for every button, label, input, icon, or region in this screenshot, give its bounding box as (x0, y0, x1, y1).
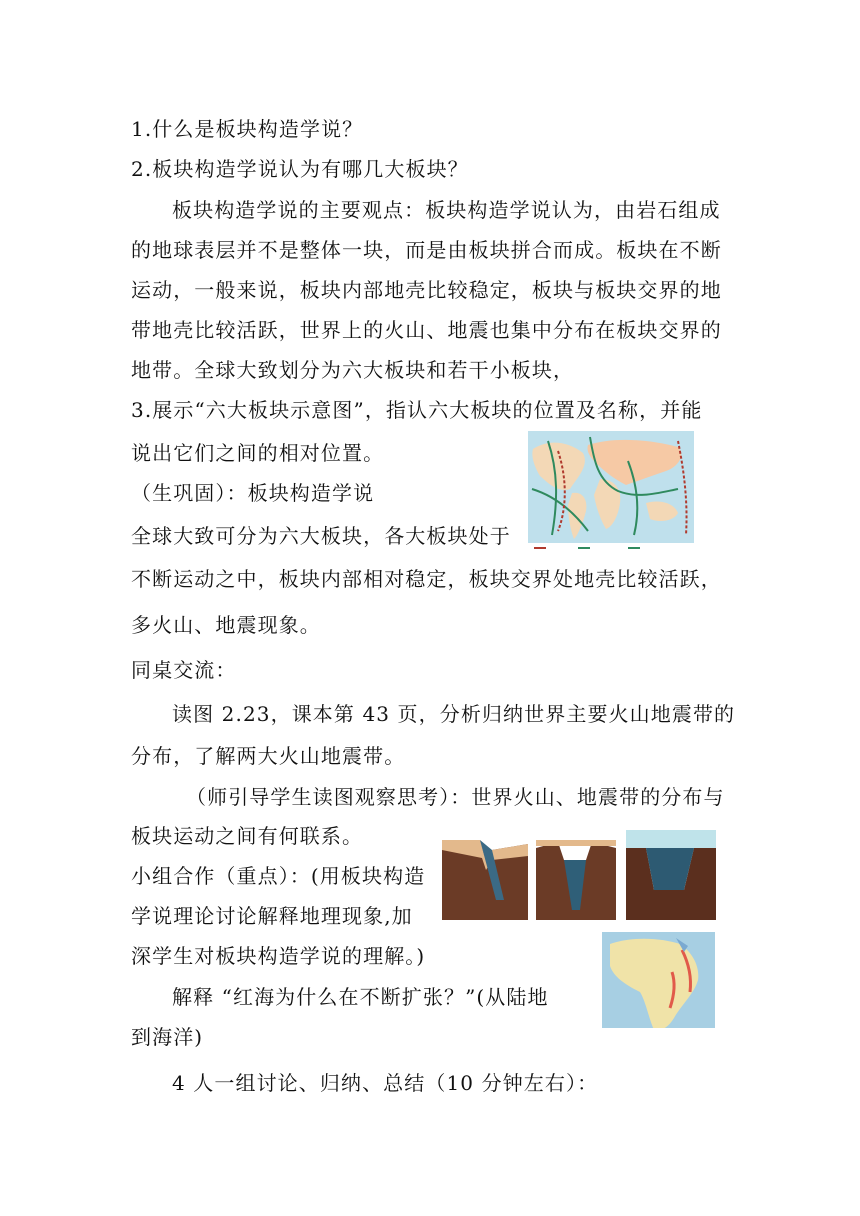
rift-stages-image (440, 830, 716, 920)
paragraph-line: 解释 “红海为什么在不断扩张？”(从陆地 (172, 985, 549, 1009)
paragraph-line: 地带。全球大致划分为六大板块和若干小板块， (131, 358, 575, 382)
paragraph-line: 多火山、地震现象。 (131, 613, 321, 637)
africa-map-image (602, 932, 715, 1038)
paragraph-line: 全球大致可分为六大板块，各大板块处于 (131, 524, 511, 548)
rift-stages-figure (440, 830, 716, 920)
consolidation-heading: （生巩固）：板块构造学说 (131, 481, 375, 505)
plate-map-figure (528, 431, 694, 553)
group-work-line: 深学生对板块构造学说的理解。) (131, 944, 426, 968)
africa-rift-map (602, 932, 715, 1038)
paragraph-line: 的地球表层并不是整体一块，而是由板块拼合而成。板块在不断 (131, 238, 722, 262)
paragraph-line: 不断运动之中，板块内部相对稳定，板块交界处地壳比较活跃， (131, 567, 722, 591)
paragraph-line: 到海洋) (131, 1025, 204, 1049)
paragraph-line: （师引导学生读图观察思考）：世界火山、地震带的分布与 (186, 785, 725, 809)
paragraph-line: 读图 2.23，课本第 43 页，分析归纳世界主要火山地震带的 (172, 702, 736, 726)
paragraph-line: 说出它们之间的相对位置。 (131, 441, 385, 465)
section-heading: 同桌交流： (131, 658, 237, 682)
step-3: 3.展示“六大板块示意图”，指认六大板块的位置及名称，并能 (131, 398, 703, 422)
group-work-line: 学说理论讨论解释地理现象,加 (131, 904, 413, 928)
paragraph-line: 带地壳比较活跃，世界上的火山、地震也集中分布在板块交界的 (131, 318, 722, 342)
question-1: 1.什么是板块构造学说？ (131, 117, 364, 141)
paragraph-line: 运动，一般来说，板块内部地壳比较稳定，板块与板块交界的地 (131, 278, 722, 302)
paragraph-line: 板块运动之间有何联系。 (131, 824, 364, 848)
paragraph-line: 分布，了解两大火山地震带。 (131, 744, 406, 768)
group-work-line: 小组合作（重点）：(用板块构造 (131, 864, 426, 888)
paragraph-line: 板块构造学说的主要观点：板块构造学说认为，由岩石组成 (172, 198, 721, 222)
plate-map-image (528, 431, 694, 553)
paragraph-line: 4 人一组讨论、归纳、总结（10 分钟左右）： (172, 1071, 599, 1095)
question-2: 2.板块构造学说认为有哪几大板块？ (131, 157, 469, 181)
